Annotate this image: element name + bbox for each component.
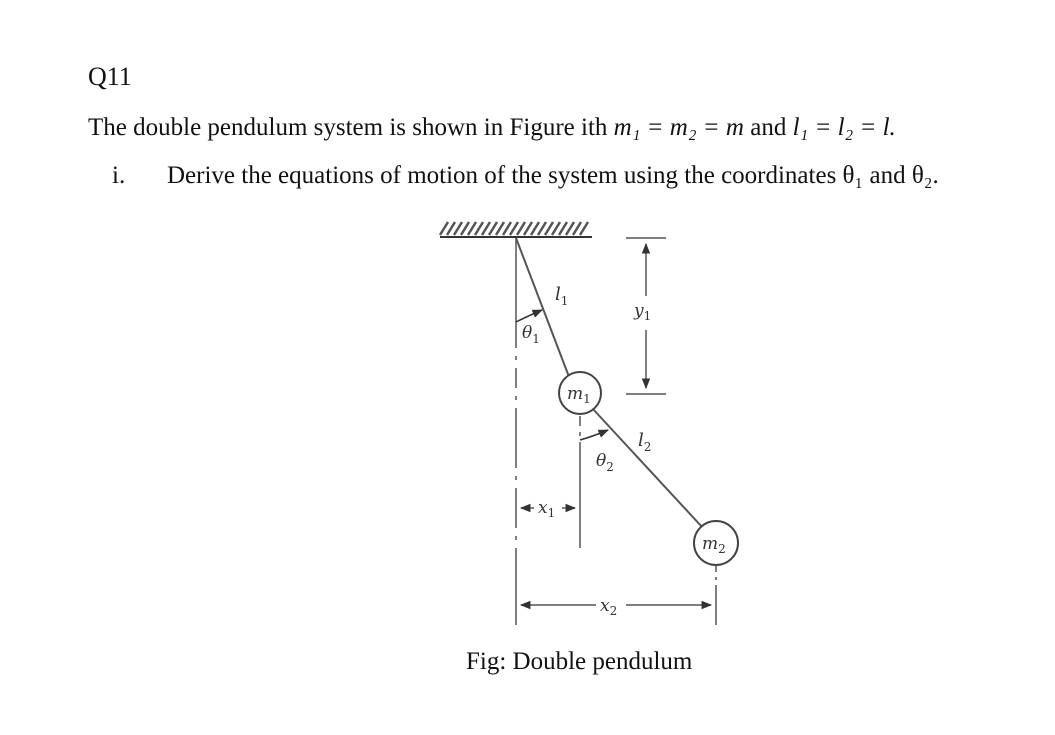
figure-caption: Fig: Double pendulum	[466, 648, 693, 675]
statement-and: and	[743, 114, 793, 141]
ceiling-support	[440, 222, 592, 237]
statement-text: The double pendulum system is shown in Figure ith	[88, 114, 614, 141]
theta2-label: $\theta_2$	[596, 451, 614, 474]
question-number: Q11	[88, 62, 132, 91]
y1-label: $y_1$	[634, 301, 652, 323]
theta1-arc	[516, 310, 542, 322]
x2-label: $x_2$	[600, 596, 618, 618]
mass-equality: m₁ = m₂ = m	[613, 114, 744, 141]
x1-label: $x_1$	[538, 498, 556, 520]
l1-label: $l_1$	[555, 284, 569, 308]
mass-m1	[559, 372, 601, 414]
l2-label: $l_2$	[638, 430, 652, 454]
mass-m2	[694, 521, 738, 565]
item-text: Derive the equations of motion of the system using the coordinates θ₁ and θ₂.	[167, 162, 939, 189]
length-equality: l₁ = l₂ = l.	[792, 114, 896, 141]
rod-1	[516, 238, 571, 382]
x2-dimension	[521, 566, 716, 625]
svg-text:m2: $m_2$	[702, 534, 726, 556]
theta2-arc	[580, 430, 608, 440]
theta1-label: $\theta_1$	[522, 323, 540, 346]
item-number: i.	[112, 162, 126, 189]
svg-text:m1: $m_1$	[567, 384, 591, 406]
